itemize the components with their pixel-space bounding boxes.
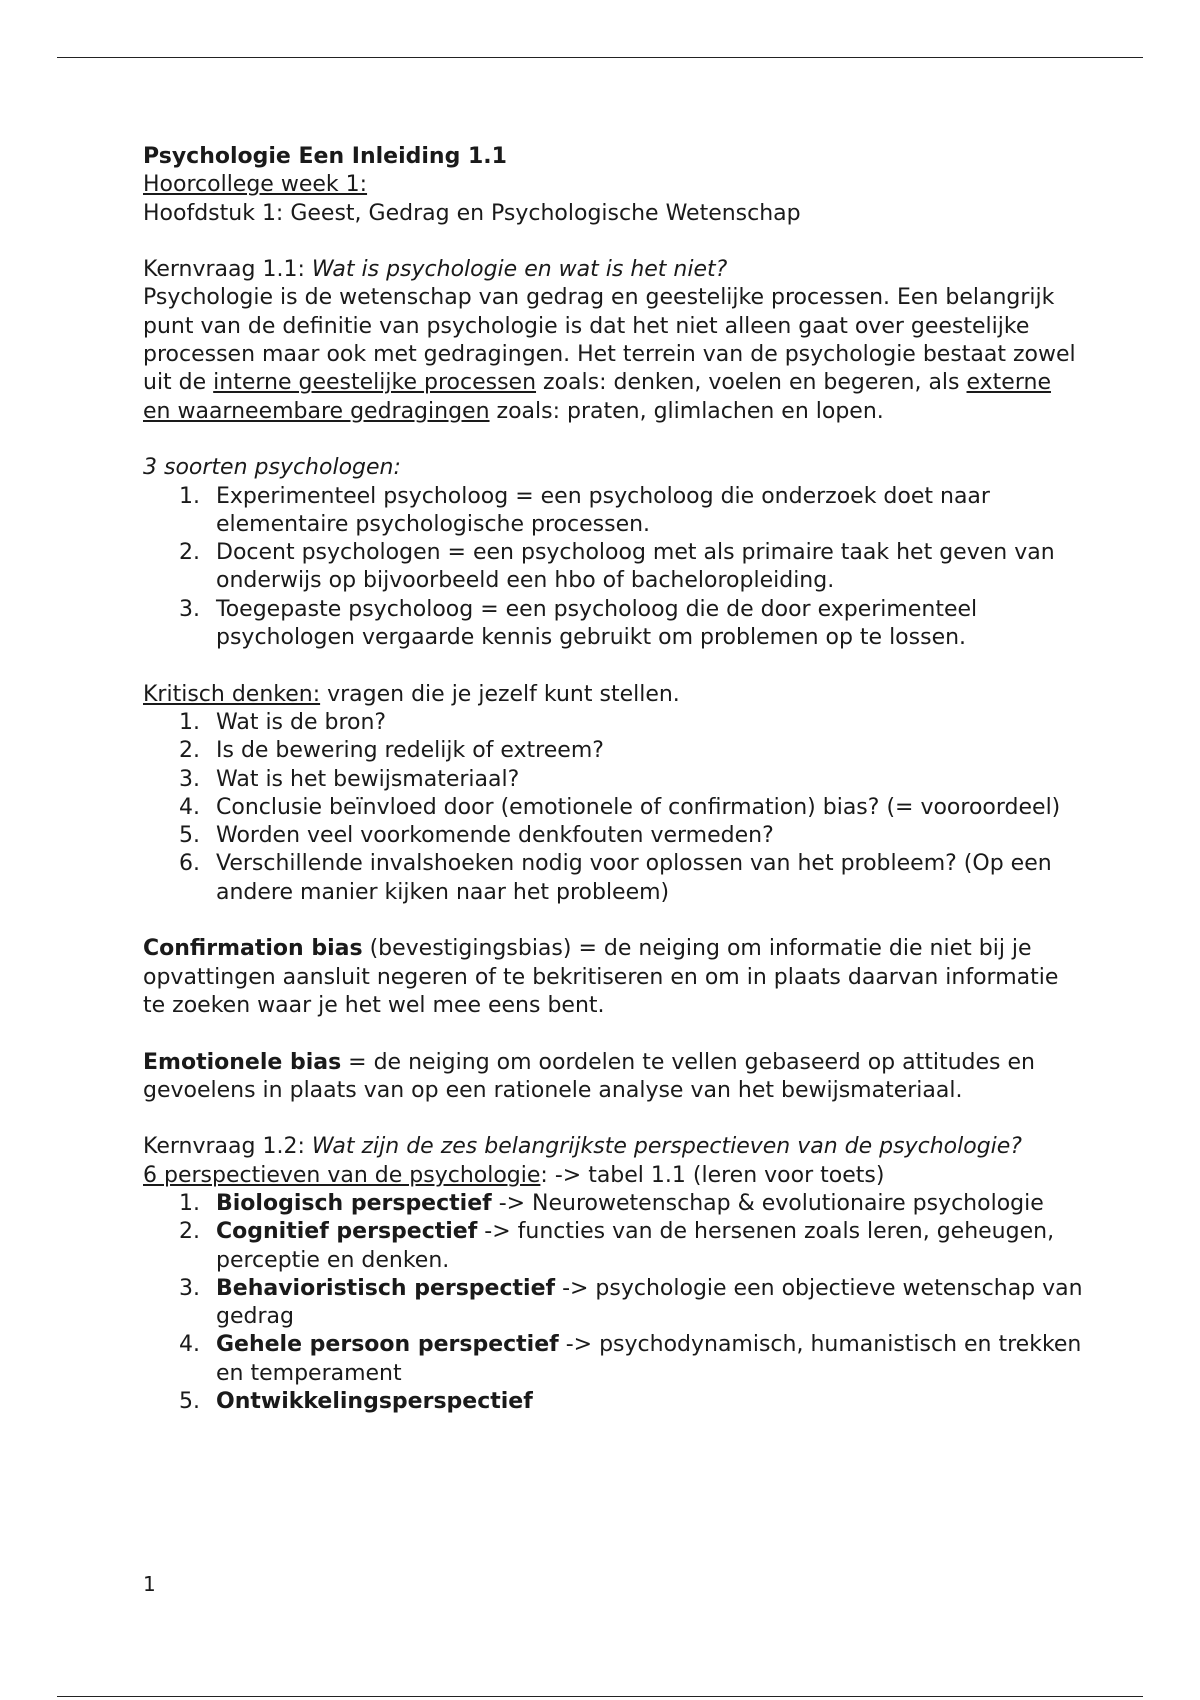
perspective-term: Cognitief perspectief: [216, 1219, 478, 1245]
intro-text-1: Psychologie is de wetenschap van gedrag en geestelijke processen. Een belangrijk punt van de definitie van psychologie is dat het niet alleen gaat over geestelijke processen maar ook met gedragingen. Het terrein van de psychologie bestaat zowel uit de: [143, 285, 1076, 396]
list-item: [143, 1331, 1083, 1388]
chapter-heading: Hoofdstuk 1: Geest, Gedrag en Psychologische Wetenschap: [143, 200, 801, 226]
list-number: 3.: [179, 1275, 200, 1301]
list-text: Experimenteel psycholoog = een psycholoog die onderzoek doet naar elementaire psychologische processen.: [216, 483, 990, 537]
psychologist-types-heading: 3 soorten psychologen:: [143, 455, 401, 481]
list-item: [143, 709, 1083, 737]
perspective-text: -> functies van de hersenen zoals leren, geheugen, perceptie en denken.: [216, 1219, 1055, 1273]
list-number: 2.: [179, 738, 200, 764]
perspectives-heading: [143, 1162, 1083, 1190]
perspective-text: -> psychologie een objectieve wetenschap van gedrag: [216, 1275, 1083, 1330]
list-number: 5.: [179, 823, 200, 849]
perspective-term: Gehele persoon perspectief: [216, 1332, 559, 1358]
emotional-bias-definition: [143, 1049, 1083, 1106]
intro-paragraph: [143, 284, 1083, 425]
key-question-2: [143, 1133, 1083, 1161]
intro-text-2: zoals: denken, voelen en begeren, als: [536, 370, 967, 396]
list-text: Docent psychologen = een psycholoog met als primaire taak het geven van onderwijs op bijvoorbeeld een hbo of bacheloropleiding.: [216, 540, 1055, 594]
perspective-text: -> Neurowetenschap & evolutionaire psychologie: [491, 1190, 1044, 1216]
psychologist-types-list: [143, 483, 1083, 653]
lecture-heading: Hoorcollege week 1:: [143, 172, 368, 198]
critical-thinking-list: [143, 709, 1083, 907]
list-item: [143, 539, 1083, 596]
critical-thinking-text: vragen die je jezelf kunt stellen.: [320, 681, 680, 707]
list-text: Is de bewering redelijk of extreem?: [216, 738, 604, 764]
list-number: 3.: [179, 596, 200, 622]
perspective-text: -> psychodynamisch, humanistisch en trekken en temperament: [216, 1332, 1082, 1386]
list-text: Wat is de bron?: [216, 709, 387, 735]
list-item: [143, 1275, 1083, 1332]
list-item: [143, 1190, 1083, 1218]
perspectives-label: 6 perspectieven van de psychologie: [143, 1162, 541, 1188]
list-item: [143, 766, 1083, 794]
perspective-term: Biologisch perspectief: [216, 1190, 492, 1216]
list-item: [143, 596, 1083, 653]
key-question-text: Wat zijn de zes belangrijkste perspectieven van de psychologie?: [311, 1134, 1022, 1160]
definition-text: = de neiging om oordelen te vellen gebaseerd op attitudes en gevoelens in plaats van op een rationele analyse van het bewijsmateriaal.: [143, 1049, 1035, 1103]
perspective-term: Behavioristisch perspectief: [216, 1275, 556, 1301]
definition-term: Emotionele bias: [143, 1049, 342, 1075]
intro-underline-2: externe en waarneembare gedragingen: [143, 370, 1051, 424]
definition-text: (bevestigingsbias) = de neiging om informatie die niet bij je opvattingen aansluit negeren of te bekritiseren en om in plaats daarvan informatie te zoeken waar je het wel mee eens bent.: [143, 936, 1059, 1018]
critical-thinking-label: Kritisch denken:: [143, 681, 321, 707]
list-number: 5.: [179, 1389, 200, 1415]
perspective-term: Ontwikkelingsperspectief: [216, 1389, 533, 1415]
list-number: 3.: [179, 766, 200, 792]
list-item: [143, 794, 1083, 822]
perspectives-list: [143, 1190, 1083, 1416]
header-rule: [57, 57, 1143, 58]
key-question-1: [143, 256, 1083, 284]
intro-underline-1: interne geestelijke processen: [213, 370, 537, 396]
list-item: [143, 1388, 1083, 1416]
footer-rule: [57, 1696, 1143, 1697]
perspectives-text: : -> tabel 1.1 (leren voor toets): [540, 1162, 885, 1188]
list-item: [143, 850, 1083, 907]
list-number: 4.: [179, 1332, 200, 1358]
list-text: Conclusie beïnvloed door (emotionele of confirmation) bias? (= vooroordeel): [216, 794, 1061, 820]
key-question-label: Kernvraag 1.2:: [143, 1134, 312, 1160]
definition-term: Confirmation bias: [143, 936, 363, 962]
list-number: 1.: [179, 1190, 200, 1216]
list-item: [143, 1218, 1083, 1275]
document-title: Psychologie Een Inleiding 1.1: [143, 144, 507, 169]
list-text: Wat is het bewijsmateriaal?: [216, 766, 520, 792]
key-question-label: Kernvraag 1.1:: [143, 257, 312, 283]
list-item: [143, 822, 1083, 850]
document-body: [143, 143, 1083, 1416]
confirmation-bias-definition: [143, 935, 1083, 1020]
list-number: 2.: [179, 540, 200, 566]
list-number: 4.: [179, 794, 200, 820]
critical-thinking-heading: [143, 681, 1083, 709]
list-number: 1.: [179, 709, 200, 735]
list-number: 1.: [179, 483, 200, 509]
list-number: 6.: [179, 851, 200, 877]
key-question-text: Wat is psychologie en wat is het niet?: [311, 257, 728, 283]
intro-text-3: zoals: praten, glimlachen en lopen.: [489, 398, 884, 424]
list-text: Toegepaste psycholoog = een psycholoog die de door experimenteel psychologen vergaarde kennis gebruikt om problemen op te lossen.: [216, 596, 978, 651]
page-number: 1: [143, 1572, 156, 1596]
list-item: [143, 483, 1083, 540]
list-number: 2.: [179, 1219, 200, 1245]
list-text: Worden veel voorkomende denkfouten vermeden?: [216, 823, 774, 849]
list-item: [143, 737, 1083, 765]
list-text: Verschillende invalshoeken nodig voor oplossen van het probleem? (Op een andere manier kijken naar het probleem): [216, 851, 1052, 905]
